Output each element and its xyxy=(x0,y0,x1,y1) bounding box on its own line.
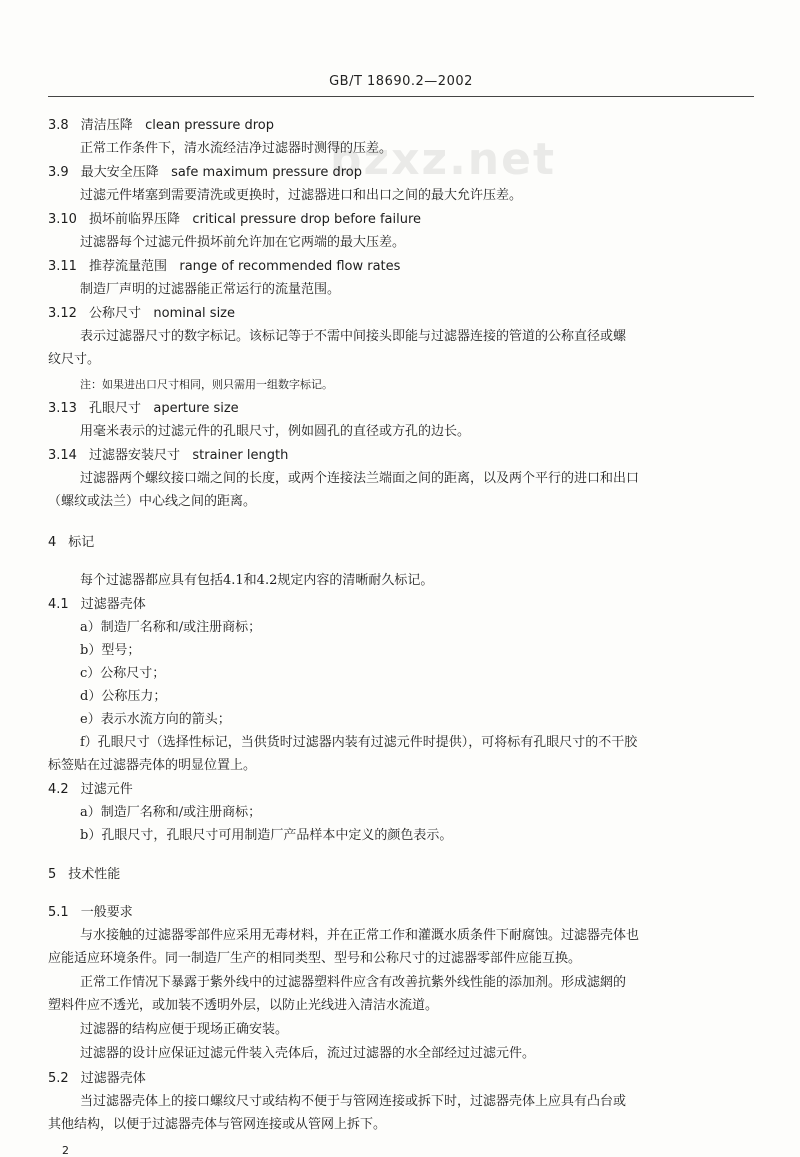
section-5-1-para-2-line-2: 塑料件应不透光，或加装不透明外层，以防止光线进入清洁水流道。 xyxy=(48,998,439,1013)
section-5-1-para-1-line-1: 与水接触的过滤器零部件应采用无毒材料，并在正常工作和灌溉水质条件下耐腐蚀。过滤器壳体也 xyxy=(80,928,640,943)
page-number: 2 xyxy=(62,1144,69,1157)
header-rule xyxy=(48,96,754,97)
term-3-13-heading: 3.13 孔眼尺寸 aperture size xyxy=(48,401,239,416)
section-5-2-para-1-line-1: 当过滤器壳体上的接口螺纹尺寸或结构不便于与管网连接或拆下时，过滤器壳体上应具有凸台或 xyxy=(80,1094,627,1109)
page-header-standard: GB/T 18690.2—2002 xyxy=(329,74,473,89)
section-5-2-heading: 5.2 过滤器壳体 xyxy=(48,1071,146,1086)
term-3-9-heading: 3.9 最大安全压降 safe maximum pressure drop xyxy=(48,165,362,180)
section-5-1-heading: 5.1 一般要求 xyxy=(48,905,133,920)
term-3-8-definition: 正常工作条件下，清水流经洁净过滤器时测得的压差。 xyxy=(80,141,393,156)
section-4-intro: 每个过滤器都应具有包括4.1和4.2规定内容的清晰耐久标记。 xyxy=(80,573,434,588)
section-4-1-item-f-line-2: 标签贴在过滤器壳体的明显位置上。 xyxy=(48,758,257,773)
term-3-14-definition-line-1: 过滤器两个螺纹接口端之间的长度，或两个连接法兰端面之间的距离，以及两个平行的进口和出口 xyxy=(80,471,640,486)
term-3-8-heading: 3.8 清洁压降 clean pressure drop xyxy=(48,118,275,133)
section-5-1-para-2-line-1: 正常工作情况下暴露于紫外线中的过滤器塑料件应含有改善抗紫外线性能的添加剂。形成滤網的 xyxy=(80,975,627,990)
section-4-1-heading: 4.1 过滤器壳体 xyxy=(48,597,146,612)
term-3-14-definition-line-2: （螺纹或法兰）中心线之间的距离。 xyxy=(48,494,257,509)
term-3-11-heading: 3.11 推荐流量范围 range of recommended flow rates xyxy=(48,259,401,274)
term-3-10-heading: 3.10 损坏前临界压降 critical pressure drop before failure xyxy=(48,212,422,227)
section-5-1-para-1-line-2: 应能适应环境条件。同一制造厂生产的相同类型、型号和公称尺寸的过滤器零部件应能互换。 xyxy=(48,951,582,966)
section-4-1-item-a: a）制造厂名称和/或注册商标； xyxy=(80,620,262,635)
term-3-13-definition: 用毫米表示的过滤元件的孔眼尺寸，例如圆孔的直径或方孔的边长。 xyxy=(80,424,471,439)
section-4-1-item-e: e）表示水流方向的箭头； xyxy=(80,712,231,727)
section-4-1-item-d: d）公称压力； xyxy=(80,689,167,704)
term-3-12-definition-line-2: 纹尺寸。 xyxy=(48,352,101,367)
term-3-14-heading: 3.14 过滤器安装尺寸 strainer length xyxy=(48,448,289,463)
term-3-12-definition-line-1: 表示过滤器尺寸的数字标记。该标记等于不需中间接头即能与过滤器连接的管道的公称直径或螺 xyxy=(80,329,627,344)
section-4-2-item-a: a）制造厂名称和/或注册商标； xyxy=(80,805,262,820)
term-3-11-definition: 制造厂声明的过滤器能正常运行的流量范围。 xyxy=(80,282,341,297)
section-4-heading: 4 标记 xyxy=(48,535,95,550)
term-3-10-definition: 过滤器每个过滤元件损坏前允许加在它两端的最大压差。 xyxy=(80,235,406,250)
section-5-2-para-1-line-2: 其他结构，以便于过滤器壳体与管网连接或从管网上拆下。 xyxy=(48,1117,387,1132)
watermark: bzxz.net xyxy=(330,134,557,185)
term-3-12-heading: 3.12 公称尺寸 nominal size xyxy=(48,306,235,321)
section-4-1-item-f-line-1: f）孔眼尺寸（选择性标记，当供货时过滤器内装有过滤元件时提供），可将标有孔眼尺寸的不干胶 xyxy=(80,735,638,750)
term-3-9-definition: 过滤元件堵塞到需要清洗或更换时，过滤器进口和出口之间的最大允许压差。 xyxy=(80,188,523,203)
section-4-1-item-b: b）型号； xyxy=(80,643,141,658)
section-4-2-item-b: b）孔眼尺寸，孔眼尺寸可用制造厂产品样本中定义的颜色表示。 xyxy=(80,828,453,843)
section-4-1-item-c: c）公称尺寸； xyxy=(80,666,166,681)
section-5-1-para-3: 过滤器的结构应便于现场正确安装。 xyxy=(80,1022,289,1037)
section-5-1-para-4: 过滤器的设计应保证过滤元件装入壳体后，流过过滤器的水全部经过过滤元件。 xyxy=(80,1046,536,1061)
section-5-heading: 5 技术性能 xyxy=(48,867,121,882)
section-4-2-heading: 4.2 过滤元件 xyxy=(48,782,133,797)
term-3-12-note: 注：如果进出口尺寸相同，则只需用一组数字标记。 xyxy=(80,378,333,391)
